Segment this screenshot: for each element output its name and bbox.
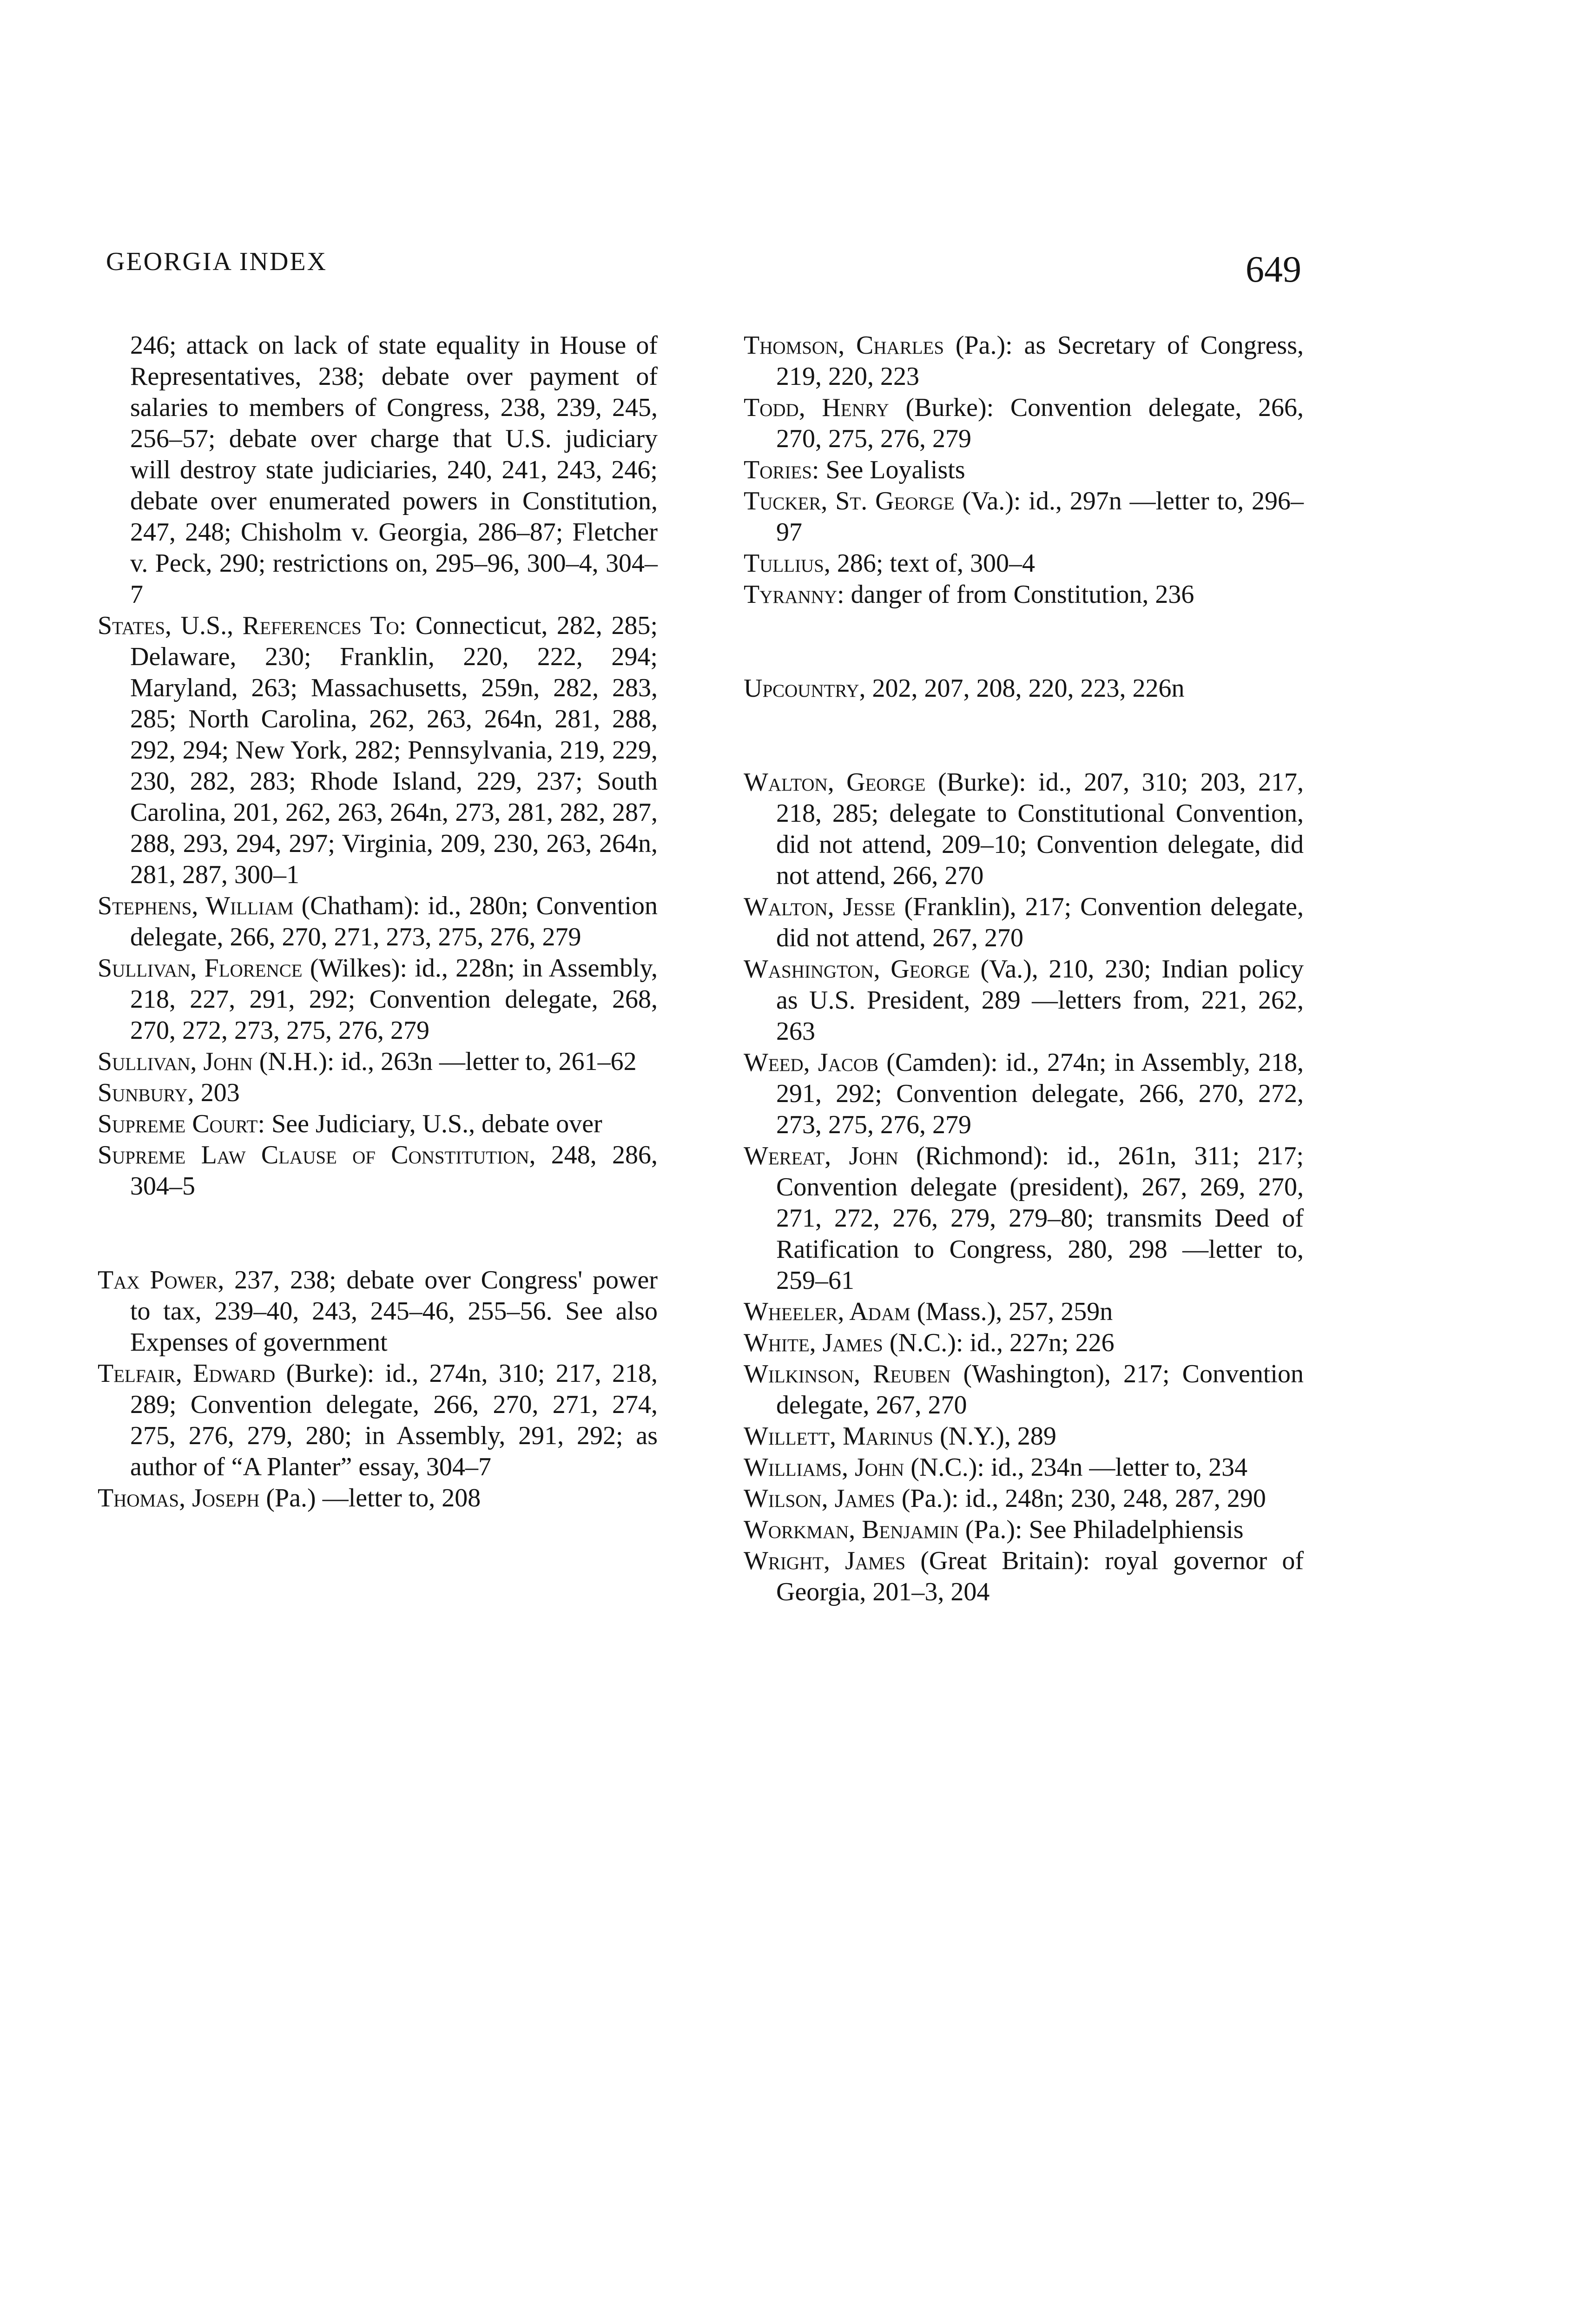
entry-heading: Sullivan, Florence [98,954,303,983]
entry-heading: Walton, George [744,768,926,797]
entry-heading: Wilson, James [744,1484,895,1513]
entry-text: (Pa.): See Philadelphiensis [958,1515,1244,1544]
index-entry [98,330,658,610]
entry-heading: Tucker, St. George [744,487,955,515]
entry-text: See Loyalists [819,456,965,484]
index-entry [744,767,1304,891]
entry-text: (Great Britain): royal governor of Georgia, 201–3, 204 [776,1546,1304,1606]
entry-text: (Mass.), 257, 259n [910,1297,1113,1326]
entry-heading: Wright, James [744,1546,906,1575]
entry-heading: Workman, Benjamin [744,1515,959,1544]
index-entry [98,891,658,953]
index-entry [98,1358,658,1483]
entry-text: (Camden): id., 274n; in Assembly, 218, 291, 292; Convention delegate, 266, 270, 272, 273, 275, 276, 279 [776,1048,1304,1139]
entry-text: 202, 207, 208, 220, 223, 226n [865,674,1185,703]
section-gap [744,704,1304,767]
entry-heading: Walton, Jesse [744,892,896,921]
entry-text: (Wilkes): id., 228n; in Assembly, 218, 227, 291, 292; Convention delegate, 268, 270, 272, 273, 275, 276, 279 [130,954,658,1045]
entry-heading: Tories: [744,456,819,484]
entry-heading: Tax Power, [98,1266,224,1294]
index-entry [744,486,1304,548]
index-entry [744,1327,1304,1359]
page-number: 649 [1246,249,1301,290]
entry-heading: White, James [744,1328,883,1357]
index-entry [744,673,1304,704]
entry-text: (N.Y.), 289 [933,1422,1056,1451]
entry-text: (Pa.): id., 248n; 230, 248, 287, 290 [895,1484,1266,1513]
entry-heading: Supreme Court: [98,1109,265,1138]
index-entry [744,579,1304,610]
entry-text: Connecticut, 282, 285; Delaware, 230; Franklin, 220, 222, 294; Maryland, 263; Massachusetts, 259n, 282, 283, 285; North Carolina, 262, 263, 264n, 281, 288, 292, 294; New York, 282; Pennsylvania, 219, 229, 230, 282, 283; Rhode Island, 229, 237; South Carolina, 201, 262, 263, 264n, 273, 281, 282, 287, 288, 293, 294, 297; Virginia, 209, 230, 263, 264n, 281, 287, 300–1 [130,611,658,889]
entry-heading: Weed, Jacob [744,1048,879,1077]
entry-text: (Va.), 210, 230; Indian policy as U.S. President, 289 —letters from, 221, 262, 263 [776,955,1304,1046]
entry-text: (Franklin), 217; Convention delegate, did not attend, 267, 270 [776,892,1304,952]
running-head: GEORGIA INDEX [106,247,328,276]
entry-text: 248, 286, 304–5 [130,1141,658,1201]
entry-text: 286; text of, 300–4 [830,549,1036,578]
entry-text: (Pa.) —letter to, 208 [259,1484,481,1512]
entry-heading: Willett, Marinus [744,1422,933,1451]
entry-text: danger of from Constitution, 236 [844,580,1194,609]
entry-text: (Burke): id., 274n, 310; 217, 218, 289; Convention delegate, 266, 270, 271, 274, 275, 276, 279, 280; in Assembly, 291, 292; as author of “A Planter” essay, 304–7 [130,1359,658,1481]
entry-text: (Chatham): id., 280n; Convention delegate, 266, 270, 271, 273, 275, 276, 279 [130,891,658,951]
index-entry [98,1483,658,1514]
index-entry [744,891,1304,954]
entry-text: (Va.): id., 297n —letter to, 296–97 [776,487,1304,547]
entry-text: (Burke): Convention delegate, 266, 270, 275, 276, 279 [776,393,1304,453]
index-column-left [98,330,658,1514]
entry-text: (Burke): id., 207, 310; 203, 217, 218, 285; delegate to Constitutional Convention, did not attend, 209–10; Convention delegate, did not attend, 266, 270 [776,768,1304,890]
entry-text: See Judiciary, U.S., debate over [265,1109,602,1138]
entry-heading: Stephens, William [98,891,294,920]
index-entry [744,1296,1304,1327]
section-gap [744,610,1304,673]
entry-heading: Sullivan, John [98,1047,253,1076]
index-entry [744,1141,1304,1296]
entry-text: (N.C.): id., 227n; 226 [883,1328,1115,1357]
entry-heading: Wereat, John [744,1142,898,1170]
entry-text: (N.H.): id., 263n —letter to, 261–62 [252,1047,637,1076]
index-entry [98,1109,658,1140]
entry-text: (Pa.): as Secretary of Congress, 219, 220, 223 [776,331,1304,391]
index-entry [744,548,1304,579]
index-entry [744,1514,1304,1545]
entry-heading: Thomson, Charles [744,331,944,360]
entry-heading: Thomas, Joseph [98,1484,260,1512]
entry-heading: Tyranny: [744,580,844,609]
index-entry [744,1545,1304,1608]
entry-heading: Williams, John [744,1453,904,1482]
entry-heading: Sunbury, [98,1078,194,1107]
entry-heading: Telfair, Edward [98,1359,276,1388]
index-entry [744,1483,1304,1514]
entry-text: 237, 238; debate over Congress' power to tax, 239–40, 243, 245–46, 255–56. See also Expenses of government [130,1266,658,1357]
index-entry [744,1047,1304,1141]
index-entry [98,1140,658,1202]
index-entry [98,1265,658,1358]
entry-heading: Supreme Law Clause of Constitution, [98,1141,536,1169]
entry-text: 246; attack on lack of state equality in House of Representatives, 238; debate over payment of salaries to members of Congress, 238, 239, 245, 256–57; debate over charge that U.S. judiciary will destroy state judiciaries, 240, 241, 243, 246; debate over enumerated powers in Constitution, 247, 248; Chisholm v. Georgia, 286–87; Fletcher v. Peck, 290; restrictions on, 295–96, 300–4, 304–7 [130,331,658,609]
index-entry [98,1077,658,1109]
entry-heading: Washington, George [744,955,970,984]
entry-text: (Richmond): id., 261n, 311; 217; Convention delegate (president), 267, 269, 270, 271, 272, 276, 279, 279–80; transmits Deed of Ratification to Congress, 280, 298 —letter to, 259–61 [776,1142,1304,1295]
entry-heading: Upcountry, [744,674,866,703]
entry-heading: Wilkinson, Reuben [744,1360,951,1388]
entry-heading: Todd, Henry [744,393,889,422]
index-entry [744,954,1304,1047]
index-entry [744,330,1304,392]
entry-text: (N.C.): id., 234n —letter to, 234 [904,1453,1248,1482]
index-entry [744,1452,1304,1483]
entry-heading: Tullius, [744,549,831,578]
index-entry [98,1046,658,1077]
section-gap [98,1202,658,1265]
index-column-right [744,330,1304,1608]
entry-text: (Washington), 217; Convention delegate, 267, 270 [776,1360,1304,1419]
index-entry [744,1359,1304,1421]
entry-text: 203 [194,1078,240,1107]
index-entry [744,392,1304,455]
index-entry [744,455,1304,486]
entry-heading: States, U.S., References To: [98,611,407,640]
entry-heading: Wheeler, Adam [744,1297,910,1326]
index-entry [98,953,658,1046]
index-entry [744,1421,1304,1452]
index-entry [98,610,658,891]
